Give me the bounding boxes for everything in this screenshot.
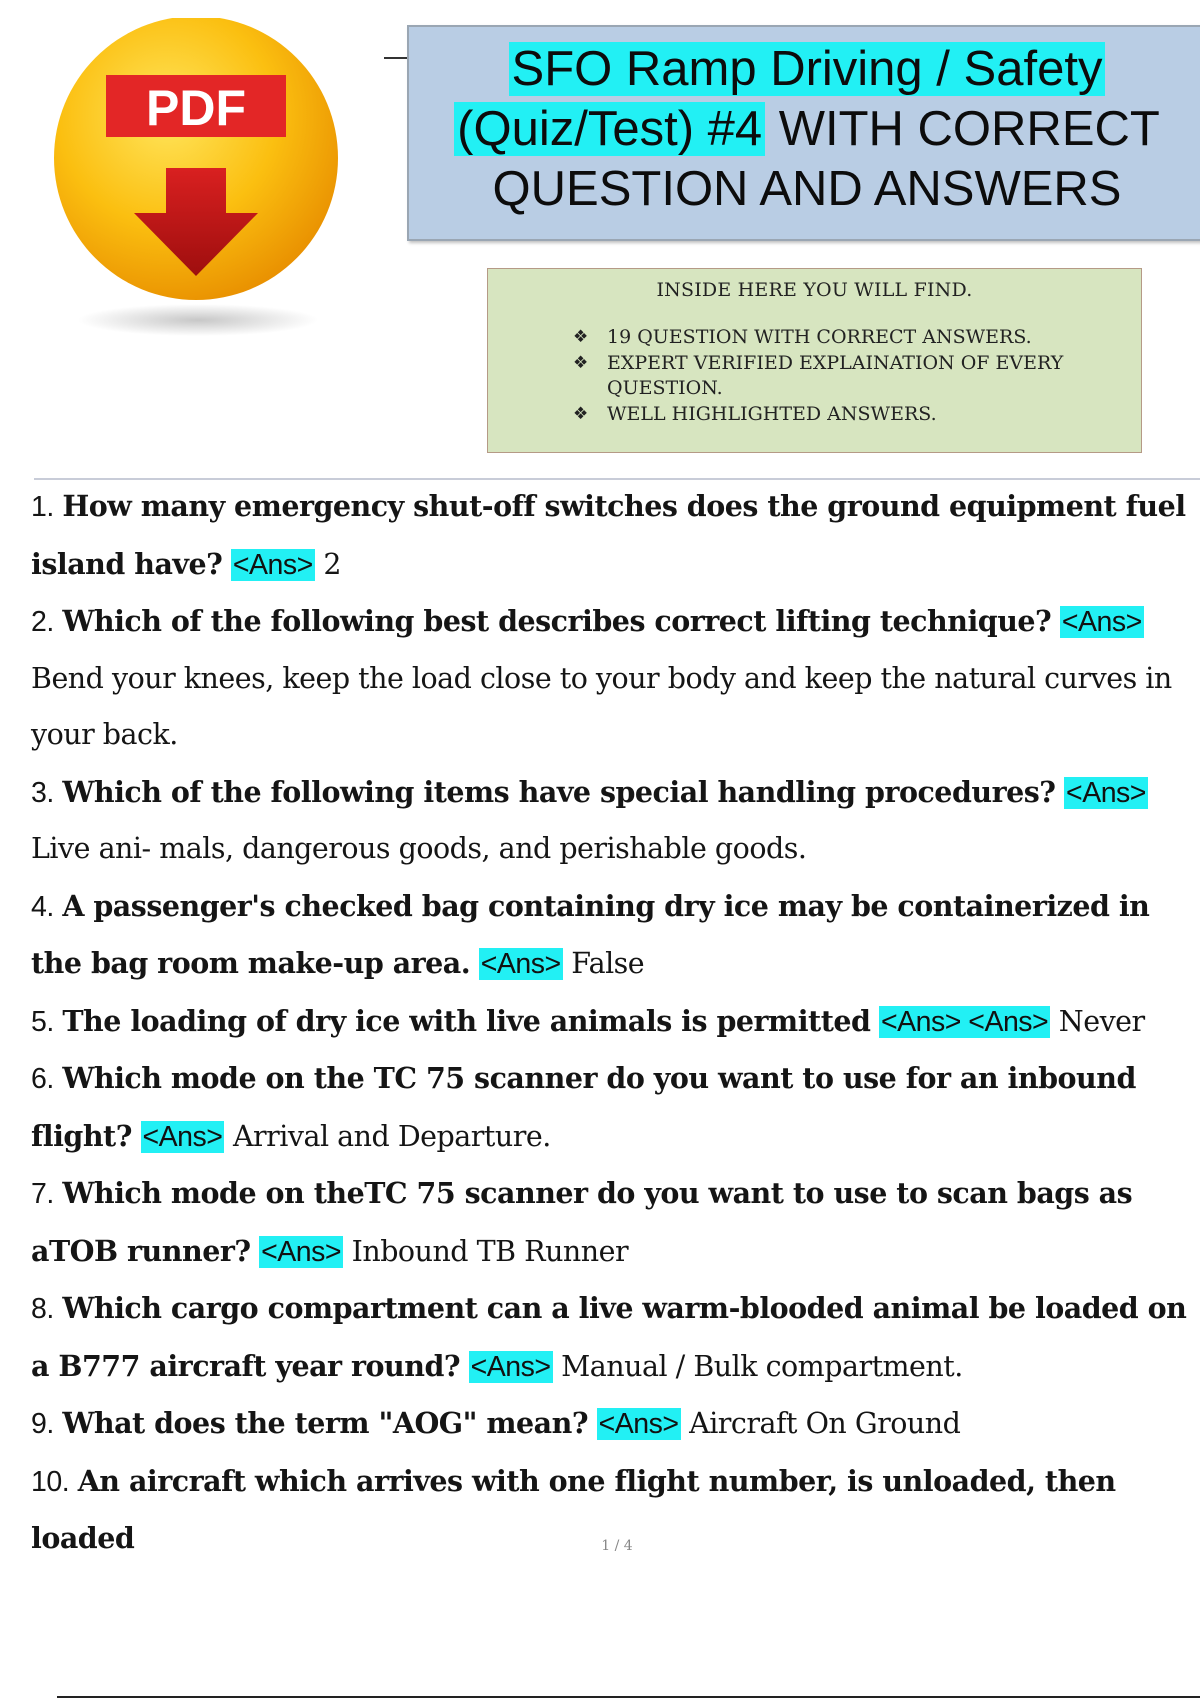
inside-heading: INSIDE HERE YOU WILL FIND.: [656, 279, 973, 301]
answer-text: Live ani- mals, dangerous goods, and perishable goods.: [31, 832, 807, 865]
pdf-label: PDF: [146, 80, 246, 136]
answer-text: Aircraft On Ground: [689, 1407, 961, 1440]
question-item: 6. Which mode on the TC 75 scanner do you want to use for an inbound flight? <Ans> Arrival and Departure.: [31, 1061, 1136, 1153]
inside-list: [573, 325, 1093, 428]
list-item: ❖ 19 QUESTION WITH CORRECT ANSWERS.: [573, 326, 1032, 348]
page-bottom-rule: [57, 1696, 1200, 1698]
answer-tag: <Ans> <Ans>: [880, 1005, 1049, 1038]
answer-tag: <Ans>: [142, 1120, 223, 1153]
answer-text: Inbound TB Runner: [351, 1234, 629, 1268]
answer-tag: <Ans>: [1061, 606, 1142, 638]
pdf-download-icon: [38, 18, 358, 338]
answer-tag: <Ans>: [598, 1408, 679, 1440]
answer-text: Never: [1058, 1004, 1145, 1038]
answer-tag: <Ans>: [232, 548, 313, 581]
question-text: Which mode on theTC 75 scanner do you want to use to scan bags as aTOB runner?: [31, 1176, 1133, 1268]
diamond-bullet-icon: ❖: [573, 353, 589, 373]
title-line-2-rest: WITH CORRECT: [765, 102, 1160, 156]
page-number: 1 / 4: [601, 1538, 633, 1554]
question-text: An aircraft which arrives with one flight number, is unloaded, then loaded: [31, 1463, 1116, 1555]
answer-text: 2: [323, 547, 341, 581]
title-line-3: QUESTION AND ANSWERS: [492, 162, 1122, 216]
question-text: How many emergency shut-off switches does the ground equipment fuel island have?: [31, 489, 1186, 581]
answer-tag: <Ans>: [480, 948, 561, 980]
answer-text: False: [571, 947, 645, 980]
diamond-bullet-icon: ❖: [573, 327, 589, 347]
question-text: Which of the following items have special handling procedures?: [62, 774, 1056, 809]
question-item: 3. Which of the following items have special handling procedures? <Ans> Live ani- mals, dangerous goods, and perishable goods.: [31, 774, 1146, 865]
answer-text: Arrival and Departure.: [232, 1119, 551, 1153]
question-item: 2. Which of the following best describes correct lifting technique? <Ans> Bend your knees, keep the load close to your body and keep the natural curves in your back.: [31, 604, 1172, 751]
question-text: Which cargo compartment can a live warm-blooded animal be loaded on a B777 aircraft year round?: [31, 1291, 1187, 1383]
question-item: 8. Which cargo compartment can a live warm-blooded animal be loaded on a B777 aircraft year round? <Ans> Manual / Bulk compartment.: [31, 1291, 1187, 1383]
question-text: The loading of dry ice with live animals is permitted: [62, 1003, 871, 1038]
answer-text: Manual / Bulk compartment.: [561, 1349, 963, 1383]
answer-text: Bend your knees, keep the load close to your body and keep the natural curves in your back.: [31, 661, 1172, 751]
document-title: [407, 25, 1200, 241]
question-text: Which of the following best describes correct lifting technique?: [62, 604, 1052, 638]
pdf-logo: [38, 18, 358, 338]
list-item: ❖ WELL HIGHLIGHTED ANSWERS.: [573, 403, 937, 425]
question-item: 4. A passenger's checked bag containing dry ice may be containerized in the bag room make-up area. <Ans> False: [31, 888, 1150, 980]
answer-tag: <Ans>: [1066, 776, 1146, 809]
inside-contents-box: [487, 268, 1142, 453]
question-item: 1. How many emergency shut-off switches does the ground equipment fuel island have? <Ans> 2: [31, 489, 1186, 581]
answer-tag: <Ans>: [470, 1350, 551, 1383]
question-item: 7. Which mode on theTC 75 scanner do you want to use to scan bags as aTOB runner? <Ans> Inbound TB Runner: [31, 1176, 1133, 1268]
question-item: 10. An aircraft which arrives with one flight number, is unloaded, then loaded: [31, 1463, 1116, 1555]
question-list: [31, 478, 1197, 1568]
question-item: 5. The loading of dry ice with live animals is permitted <Ans> <Ans> Never: [31, 1003, 1145, 1038]
title-line-2-highlight: (Quiz/Test) #4: [454, 102, 765, 156]
question-item: 9. What does the term "AOG" mean? <Ans> Aircraft On Ground: [31, 1406, 961, 1440]
question-text: Which mode on the TC 75 scanner do you want to use for an inbound flight?: [31, 1061, 1136, 1153]
question-text: What does the term "AOG" mean?: [62, 1406, 589, 1440]
title-line-1: SFO Ramp Driving / Safety: [509, 42, 1106, 96]
list-item: ❖ EXPERT VERIFIED EXPLAINATION OF EVERY QUESTION.: [573, 352, 1064, 399]
answer-tag: <Ans>: [261, 1235, 342, 1268]
question-text: A passenger's checked bag containing dry ice may be containerized in the bag room make-up area.: [31, 888, 1150, 980]
diamond-bullet-icon: ❖: [573, 404, 589, 424]
